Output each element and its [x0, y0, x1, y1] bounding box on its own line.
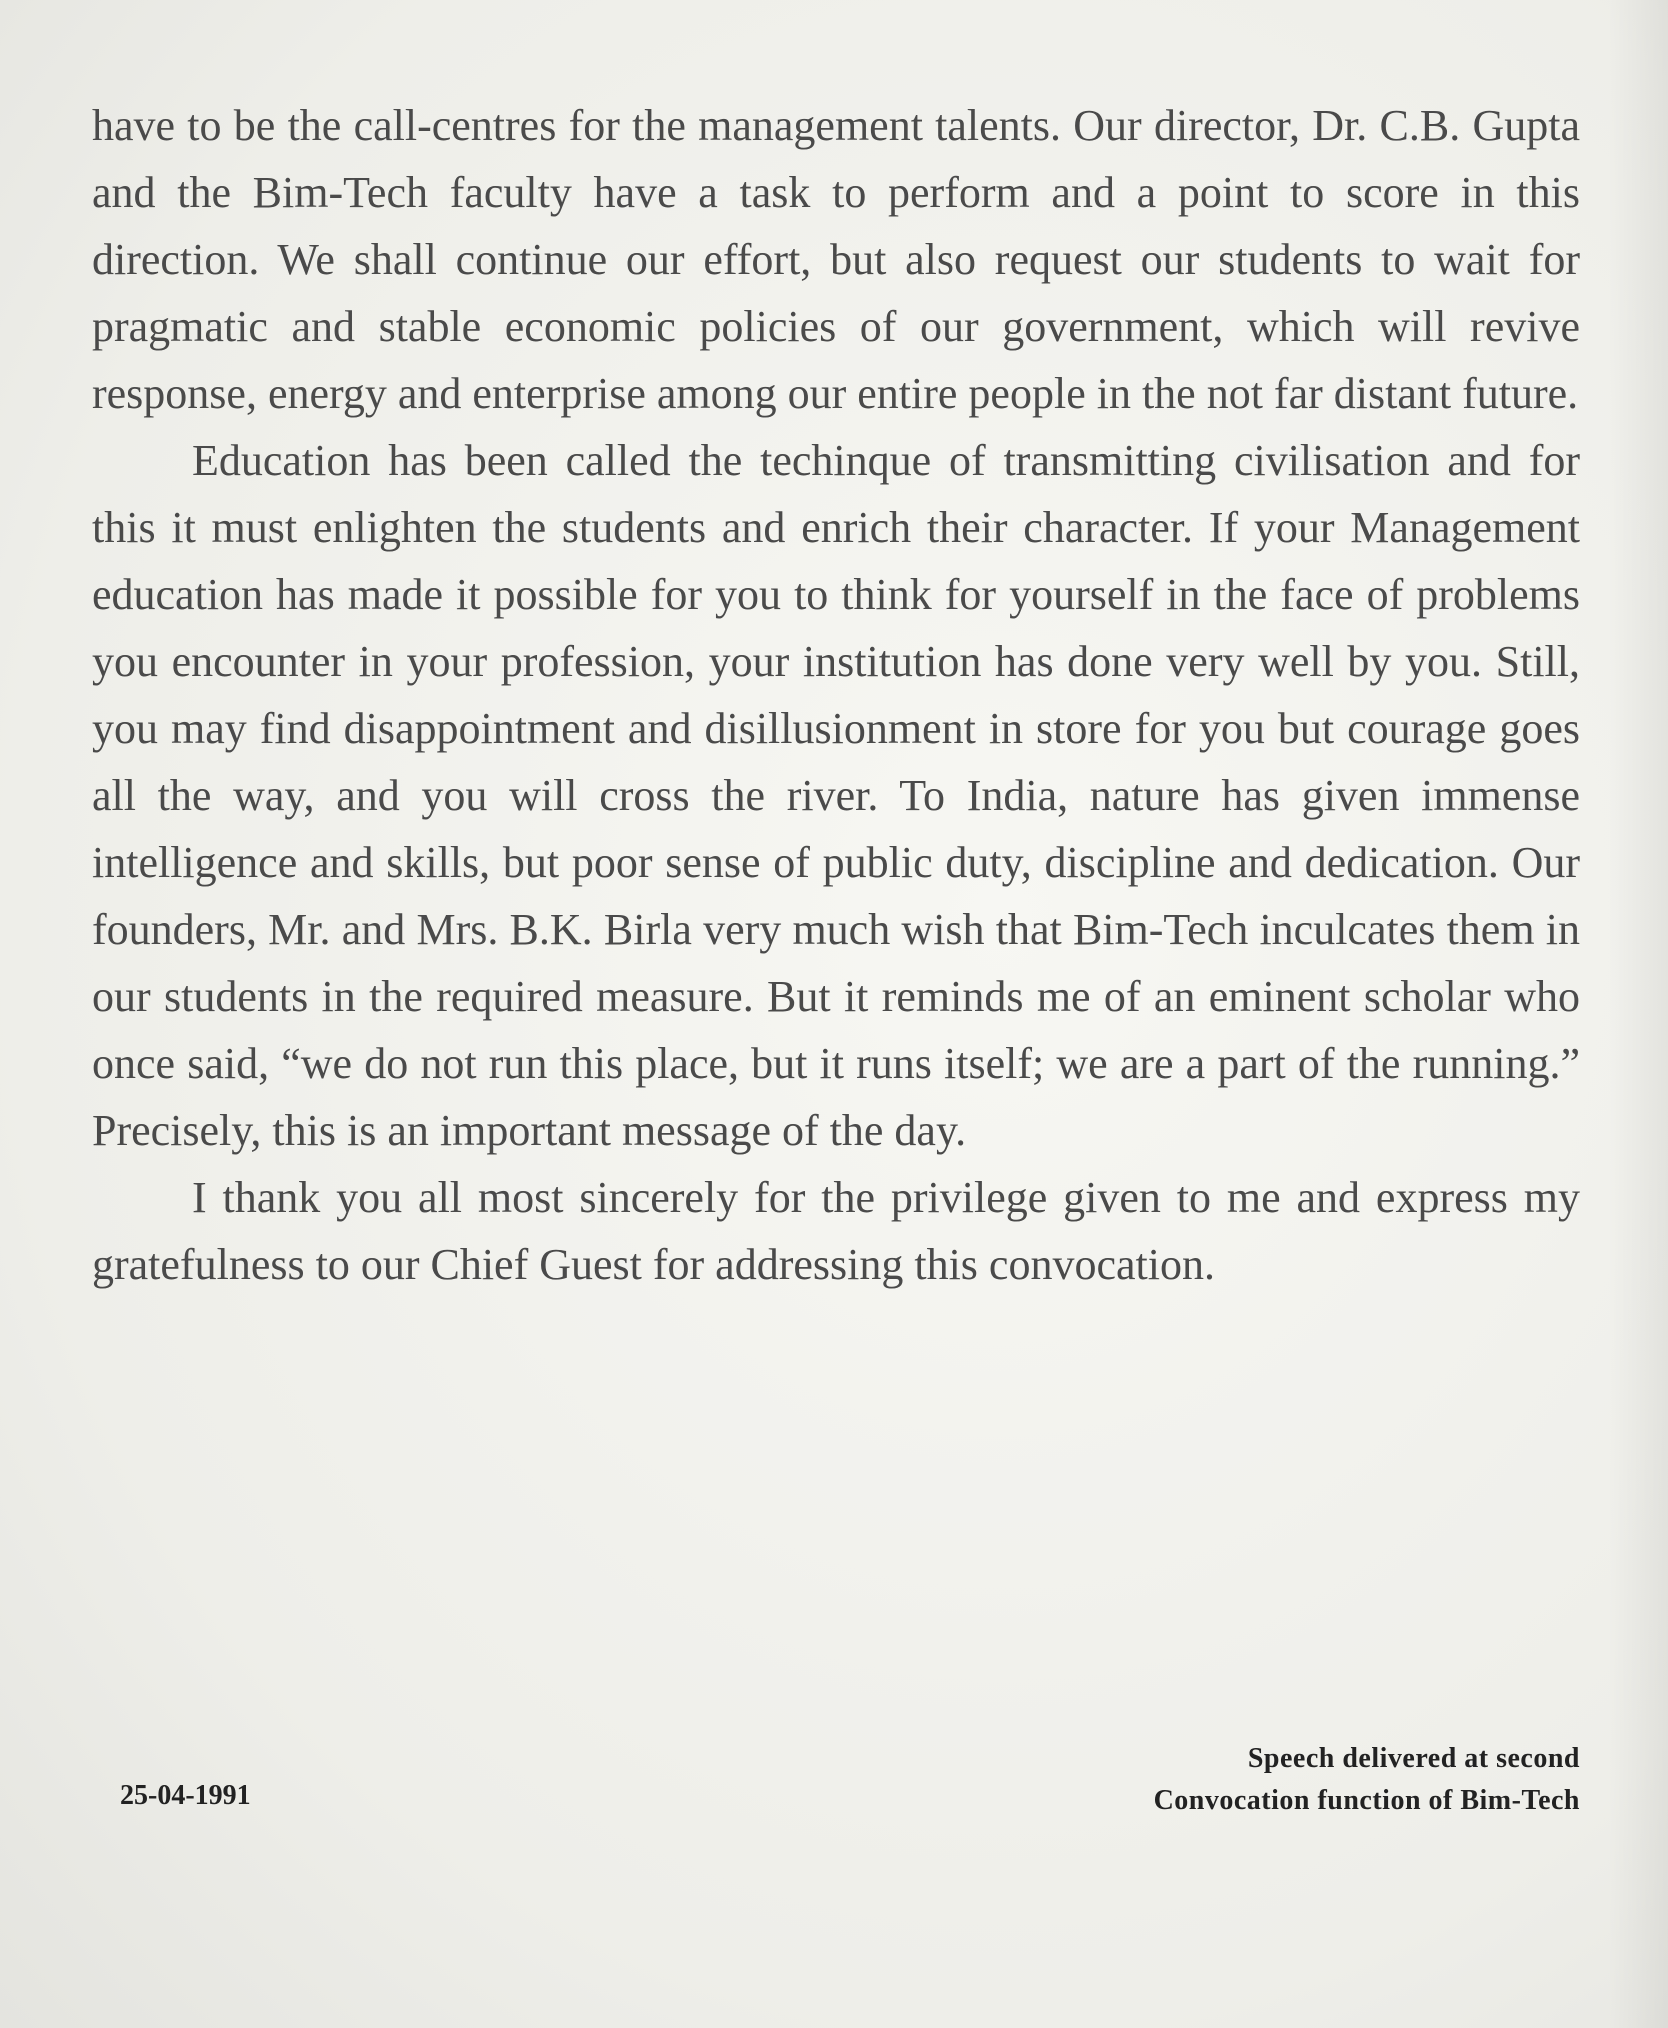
speech-date: 25-04-1991 — [120, 1780, 251, 1811]
credit-line-2: Convocation function of Bim-Tech — [1153, 1785, 1580, 1816]
speech-footer — [92, 1738, 1580, 1828]
speech-body — [92, 92, 1580, 1298]
speech-credit — [1154, 1738, 1580, 1822]
paragraph-education: Education has been called the techinque of transmitting civilisation and for this it must enlighten the students and enrich their character. If your Management education has made it possible for you to think for yourself in the face of problems you encounter in your profession, your institution has done very well by you. Still, you may find disappointment and disillusionment in store for you but courage goes all the way, and you will cross the river. To India, nature has given immense intelligence and skills, but poor sense of public duty, discipline and dedication. Our founders, Mr. and Mrs. B.K. Birla very much wish that Bim-Tech inculcates them in our students in the required measure. But it reminds me of an eminent scholar who once said, “we do not run this place, but it runs itself; we are a part of the running.” Precisely, this is an important message of the day. — [92, 436, 1580, 1155]
credit-line-1: Speech delivered at second — [1247, 1743, 1580, 1774]
page-edge-shadow — [1608, 0, 1668, 2028]
paragraph-continued: have to be the call-centres for the management talents. Our director, Dr. C.B. Gupta and the Bim-Tech faculty have a task to perform and a point to score in this direction. We shall continue our effort, but also request our students to wait for pragmatic and stable economic policies of our government, which will revive response, energy and enterprise among our entire people in the not far distant future. — [92, 101, 1580, 418]
paragraph-thanks: I thank you all most sincerely for the privilege given to me and express my gratefulness to our Chief Guest for addressing this convocation. — [92, 1173, 1580, 1289]
